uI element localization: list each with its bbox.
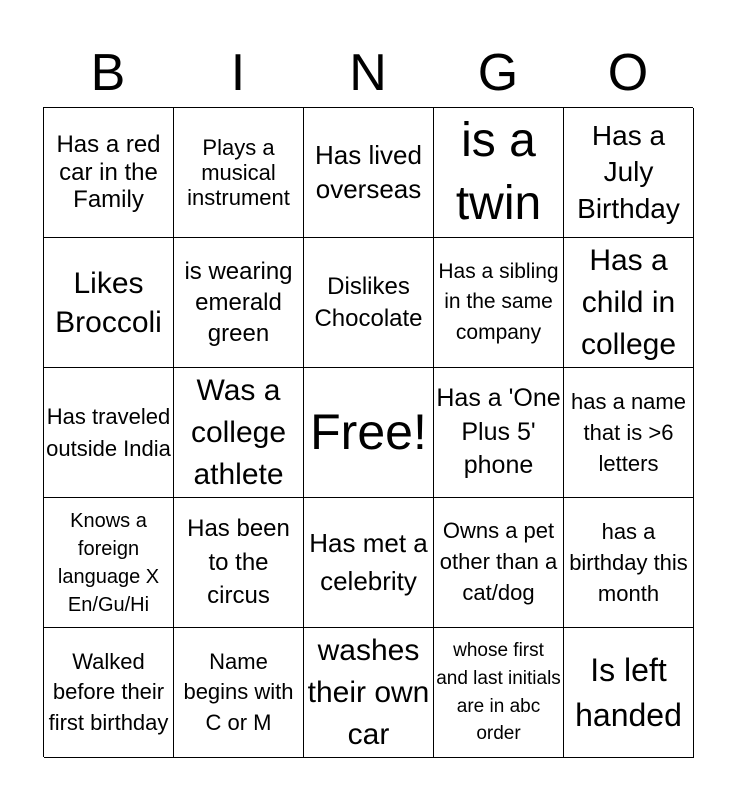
bingo-cell[interactable]: [304, 108, 434, 238]
cell-text: Has a July Birthday: [577, 119, 680, 224]
header-letter-g: G: [477, 44, 519, 102]
cell-text: has a name that is >6 letters: [571, 388, 686, 477]
bingo-cell[interactable]: [174, 628, 304, 758]
cell-text: Likes Broccoli: [55, 266, 162, 339]
bingo-cell[interactable]: [304, 368, 434, 498]
cell-text: has a birthday this month: [569, 518, 688, 607]
cell-text: Has met a celebrity: [309, 527, 428, 596]
bingo-cell[interactable]: [174, 238, 304, 368]
bingo-cell[interactable]: [564, 498, 694, 628]
cell-text: washes their own car: [307, 633, 430, 751]
header-letter-n: N: [349, 44, 387, 102]
cell-text: Owns a pet other than a cat/dog: [439, 518, 558, 605]
bingo-header: [43, 42, 693, 104]
cell-text: Has a child in college: [580, 243, 677, 361]
bingo-cell[interactable]: [174, 498, 304, 628]
bingo-cell[interactable]: [304, 238, 434, 368]
bingo-cell[interactable]: [44, 498, 174, 628]
bingo-cell[interactable]: [434, 368, 564, 498]
bingo-cell[interactable]: [434, 238, 564, 368]
bingo-cell[interactable]: [564, 108, 694, 238]
cell-text: Knows a foreign language X En/Gu/Hi: [57, 509, 160, 616]
bingo-cell[interactable]: [564, 628, 694, 758]
bingo-board: [43, 107, 693, 757]
header-letter-b: B: [90, 44, 126, 102]
bingo-cell[interactable]: [434, 498, 564, 628]
bingo-cell[interactable]: [174, 108, 304, 238]
cell-text: Dislikes Chocolate: [314, 273, 423, 332]
bingo-cell[interactable]: [44, 238, 174, 368]
bingo-cell[interactable]: [44, 368, 174, 498]
bingo-cell[interactable]: [434, 628, 564, 758]
cell-text: Walked before their first birthday: [48, 648, 169, 735]
cell-text: Has lived overseas: [315, 140, 422, 204]
cell-text: is a twin: [455, 114, 542, 230]
bingo-cell[interactable]: [434, 108, 564, 238]
cell-text: Name begins with C or M: [183, 648, 294, 735]
bingo-cell[interactable]: [174, 368, 304, 498]
cell-text: Has been to the circus: [187, 515, 290, 610]
cell-text: Has a sibling in the same company: [438, 259, 559, 344]
bingo-cell[interactable]: [44, 108, 174, 238]
cell-text: whose first and last initials are in abc order: [436, 640, 561, 745]
bingo-cell[interactable]: [44, 628, 174, 758]
cell-text: Plays a musical instrument: [187, 134, 290, 211]
bingo-cell[interactable]: [304, 628, 434, 758]
cell-text: Was a college athlete: [190, 373, 287, 491]
bingo-cell[interactable]: [564, 238, 694, 368]
bingo-cell[interactable]: [304, 498, 434, 628]
cell-text: Has a red car in the Family: [56, 131, 161, 214]
cell-text: Has traveled outside India: [46, 404, 171, 461]
header-letter-o: O: [607, 44, 649, 102]
cell-text: is wearing emerald green: [184, 257, 293, 348]
cell-text: Has a 'One Plus 5' phone: [436, 383, 561, 480]
header-letter-i: I: [230, 44, 246, 102]
bingo-cell[interactable]: [564, 368, 694, 498]
cell-text: Free!: [310, 403, 427, 460]
cell-text: Is left handed: [575, 651, 682, 733]
